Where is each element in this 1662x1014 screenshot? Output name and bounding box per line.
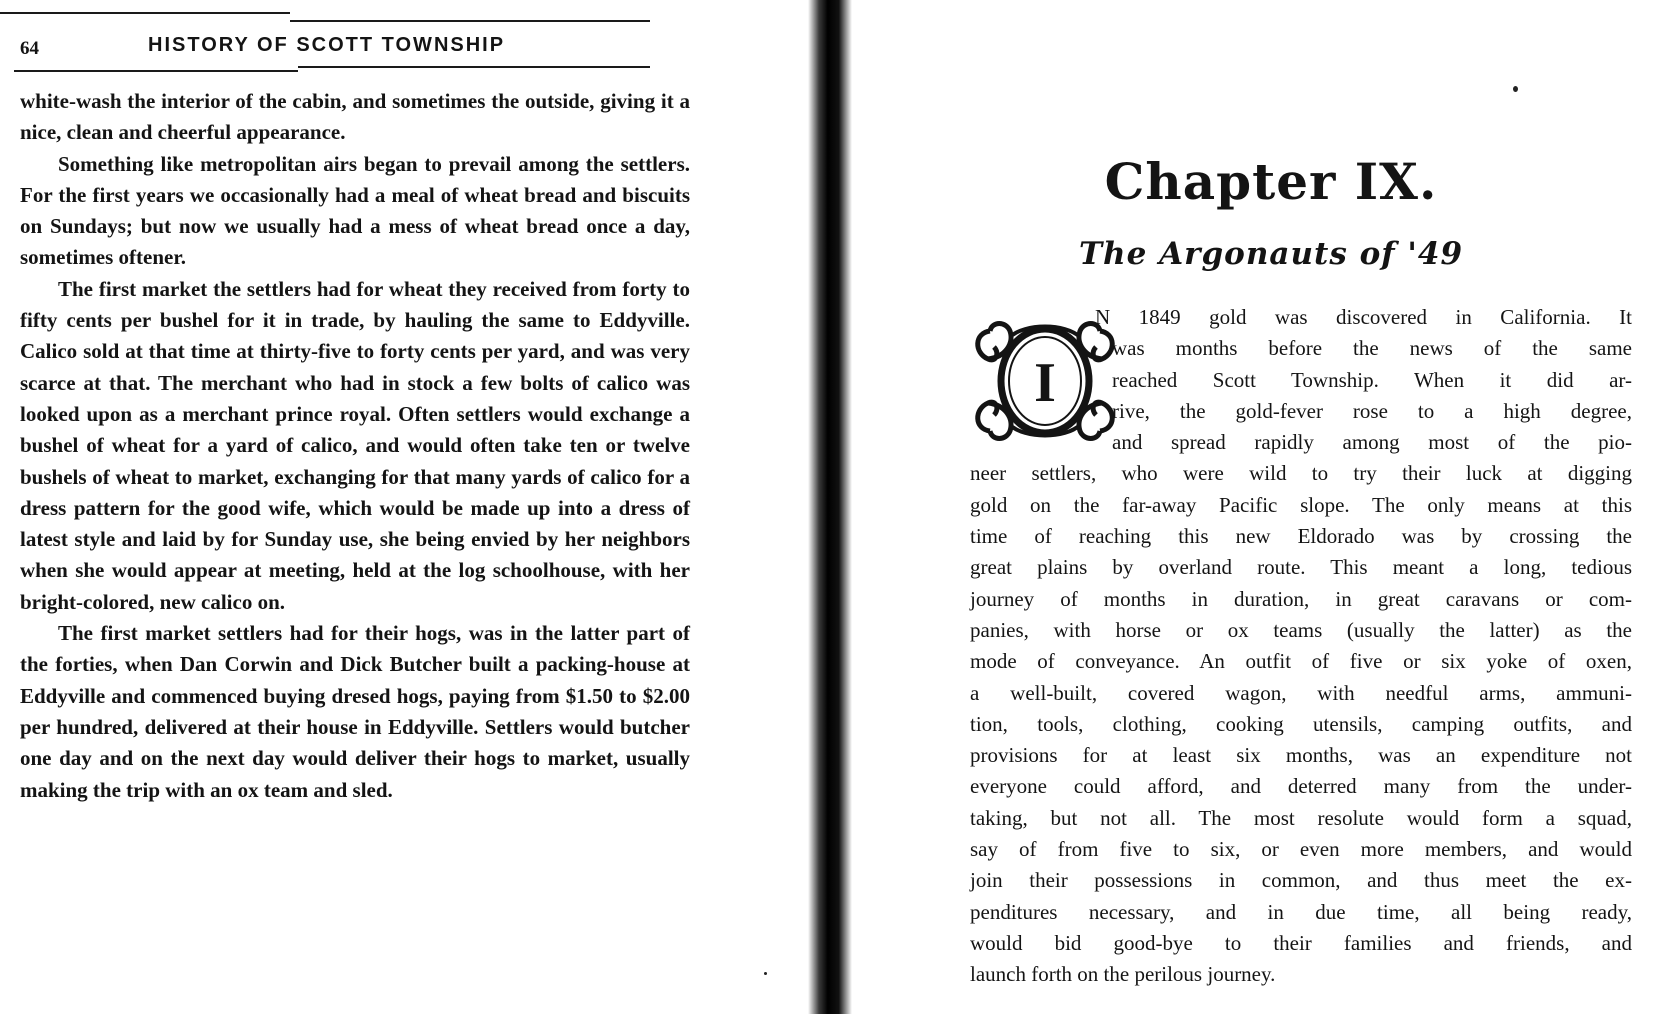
text-line: a well-built, covered wagon, with needful arms, ammuni- <box>970 680 1632 705</box>
top-rule-right <box>290 20 650 22</box>
text-line: provisions for at least six months, was an expenditure not <box>970 743 1632 768</box>
right-page <box>880 0 1662 1014</box>
text-line: everyone could afford, and deterred many from the under- <box>970 774 1632 799</box>
top-rule-left <box>0 12 290 14</box>
paragraph: white-wash the interior of the cabin, and sometimes the outside, giving it a nice, clean and cheerful appearance. <box>20 89 690 145</box>
book-gutter-shadow <box>808 0 852 1014</box>
running-head: HISTORY OF SCOTT TOWNSHIP <box>148 34 506 56</box>
text-line: reached Scott Township. When it did ar- <box>1112 367 1632 392</box>
text-line: and spread rapidly among most of the pio- <box>1112 430 1632 455</box>
left-body-text <box>20 86 690 806</box>
chapter-title: Chapter IX. <box>1104 152 1438 211</box>
text-line: say of from five to six, or even more members, and would <box>970 837 1632 862</box>
text-line: tion, tools, clothing, cooking utensils, camping outfits, and <box>970 711 1632 736</box>
text-line: N 1849 gold was discovered in California. It <box>1095 305 1632 329</box>
chapter-subtitle: The Argonauts of '49 <box>1078 236 1464 272</box>
paragraph: The first market settlers had for their hogs, was in the latter part of the forties, when Dan Corwin and Dick Butcher built a packing-house at Eddyville and commenced buying dresed hogs, paying from $1.50 to $2.00 per hundred, delivered at their house in Eddyville. Settlers would butcher one day and on the next day would deliver their hogs to market, usually making the trip with an ox team and sled. <box>20 621 690 802</box>
text-line: rive, the gold-fever rose to a high degree, <box>1112 398 1632 423</box>
left-page <box>0 0 720 1014</box>
text-line: taking, but not all. The most resolute would form a squad, <box>970 805 1632 830</box>
text-line: great plains by overland route. This meant a long, tedious <box>970 555 1632 580</box>
ink-speck <box>764 972 767 975</box>
text-line: journey of months in duration, in great caravans or com- <box>970 586 1632 611</box>
text-line: join their possessions in common, and thus meet the ex- <box>970 868 1632 893</box>
text-line: gold on the far-away Pacific slope. The only means at this <box>970 492 1632 517</box>
text-line: panies, with horse or ox teams (usually the latter) as the <box>970 617 1632 642</box>
header-rule-left <box>14 70 298 72</box>
text-line: time of reaching this new Eldorado was by crossing the <box>970 524 1632 549</box>
paragraph: Something like metropolitan airs began to prevail among the settlers. For the first years we occasionally had a meal of wheat bread and biscuits on Sundays; but now we usually had a mess of wheat bread once a day, sometimes oftener. <box>20 151 690 270</box>
paragraph: The first market the settlers had for wheat they received from forty to fifty cents per bushel for it in trade, by hauling the same to Eddyville. Calico sold at that time at thirty-five to forty cents per yard, and was very scarce at that. The merchant who had in stock a few bolts of calico was looked upon as a merchant prince royal. Often settlers would exchange a bushel of wheat for a yard of calico, and would often take ten or twelve bushels of wheat to market, exchanging for that many yards of calico for a dress pattern for the good wife, which would be made up into a dress of latest style and laid by for Sunday use, she being envied by her neighbors when she would appear at meeting, held at the log schoolhouse, with her bright-colored, new calico on. <box>20 276 690 614</box>
text-line: launch forth on the perilous journey. <box>970 962 1276 987</box>
text-line: would bid good-bye to their families and friends, and <box>970 930 1632 955</box>
text-line: penditures necessary, and in due time, all being ready, <box>970 899 1632 924</box>
text-line: neer settlers, who were wild to try their luck at digging <box>970 461 1632 486</box>
right-body-text <box>970 302 1632 991</box>
text-line: mode of conveyance. An outfit of five or six yoke of oxen, <box>970 649 1632 674</box>
page-number: 64 <box>20 38 39 59</box>
header-rule-right <box>298 66 650 68</box>
drop-cap-letter: I <box>1034 352 1056 414</box>
text-line: was months before the news of the same <box>1112 336 1632 361</box>
